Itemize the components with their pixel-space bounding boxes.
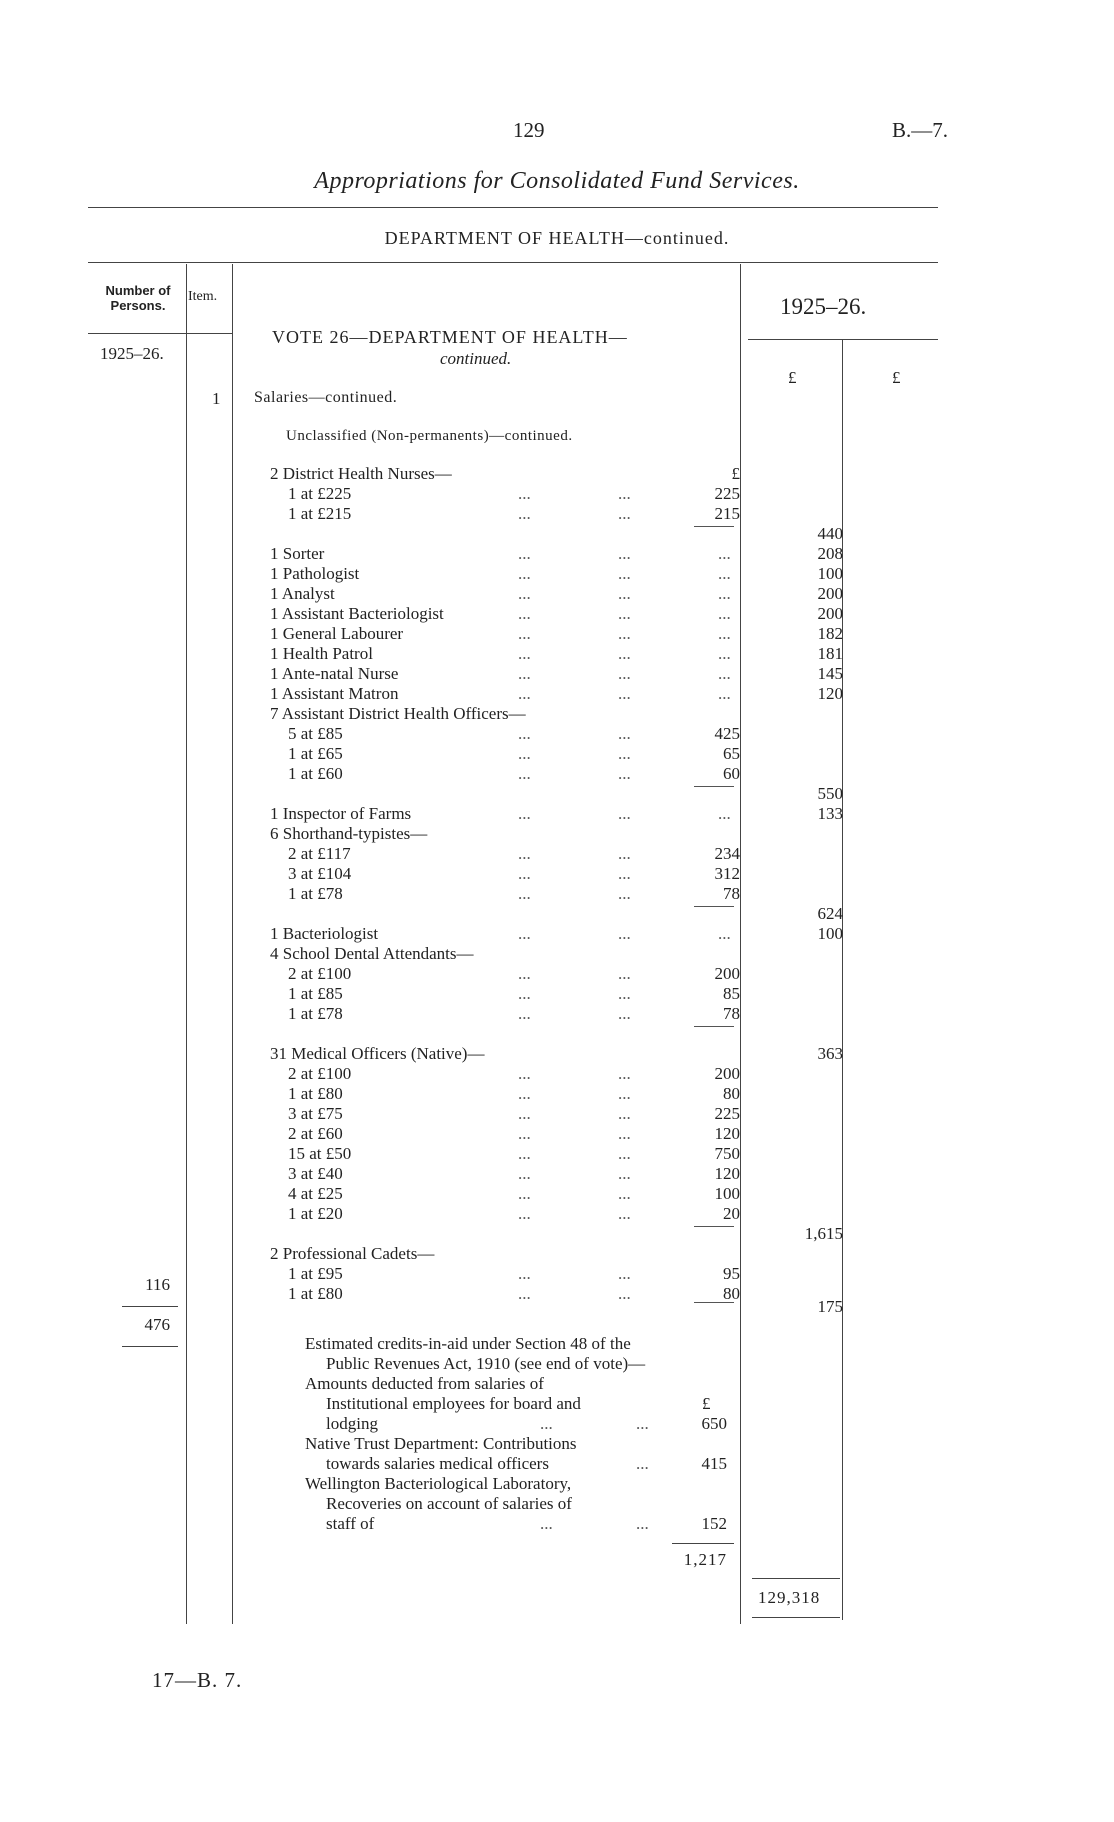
- leader-dots: ...: [518, 844, 531, 863]
- salary-row: [0, 464, 1114, 484]
- row-label: 6 Shorthand-typistes—: [270, 824, 428, 843]
- salary-row: [0, 944, 1114, 964]
- year-column-header: 1925–26.: [780, 294, 867, 319]
- leader-dots: ...: [618, 644, 631, 663]
- credit-pound-sign: £: [702, 1394, 711, 1413]
- vote-heading: VOTE 26—DEPARTMENT OF HEALTH—: [272, 327, 628, 347]
- salary-row: [0, 904, 1114, 924]
- line-amount: 181: [817, 644, 843, 663]
- line-amount: 550: [817, 784, 843, 803]
- row-label: 4 School Dental Attendants—: [270, 944, 474, 963]
- detail-amount: 425: [714, 724, 740, 743]
- salary-row: [0, 604, 1114, 624]
- leader-dots: ...: [518, 964, 531, 983]
- leader-dots: ...: [518, 1064, 531, 1083]
- persons-total: 476: [144, 1315, 170, 1334]
- persons-header-rule: [88, 333, 232, 334]
- leader-dots: ...: [618, 1064, 631, 1083]
- detail-amount: 312: [714, 864, 740, 883]
- leader-dots: ...: [718, 664, 731, 683]
- leader-dots: ...: [618, 1204, 631, 1223]
- row-label: 1 Health Patrol: [270, 644, 373, 663]
- department-heading: DEPARTMENT OF HEALTH—continued.: [384, 228, 730, 248]
- detail-amount: 120: [714, 1164, 740, 1183]
- detail-amount: 20: [723, 1204, 740, 1223]
- leader-dots: ...: [618, 504, 631, 523]
- leader-dots: ...: [618, 584, 631, 603]
- row-label: 3 at £40: [288, 1164, 343, 1183]
- signature-mark: 17—B. 7.: [152, 1668, 243, 1692]
- leader-dots: ...: [618, 744, 631, 763]
- leader-dots: ...: [518, 684, 531, 703]
- credit-c-value: 152: [701, 1514, 727, 1533]
- line-amount: 182: [817, 624, 843, 643]
- row-label: 2 at £100: [288, 1064, 352, 1083]
- detail-amount: 95: [723, 1264, 740, 1283]
- detail-amount: 225: [714, 1104, 740, 1123]
- salary-row: [0, 1164, 1114, 1184]
- leader-dots: ...: [618, 484, 631, 503]
- row-label: 1 at £78: [288, 884, 343, 903]
- salary-row: [0, 744, 1114, 764]
- row-label: 2 District Health Nurses—: [270, 464, 452, 483]
- detail-amount: 200: [714, 1064, 740, 1083]
- salary-row: [0, 564, 1114, 584]
- subtotal-rule: [694, 526, 734, 527]
- row-label: 1 at £20: [288, 1204, 343, 1223]
- grand-total: 129,318: [758, 1588, 821, 1607]
- subtotal-rule: [694, 906, 734, 907]
- leader-dots: ...: [718, 584, 731, 603]
- detail-amount: 80: [723, 1284, 740, 1303]
- row-label: 1 at £80: [288, 1084, 343, 1103]
- salary-row: [0, 664, 1114, 684]
- credit-a-line-1: Amounts deducted from salaries of: [305, 1374, 544, 1393]
- line-amount: 200: [817, 604, 843, 623]
- leader-dots: ...: [618, 1284, 631, 1303]
- row-label: 1 at £78: [288, 1004, 343, 1023]
- row-label: 1 Pathologist: [270, 564, 360, 583]
- subtotal-rule: [694, 1026, 734, 1027]
- detail-amount: 78: [723, 884, 740, 903]
- salary-row: [0, 1244, 1114, 1264]
- leader-dots: ...: [518, 884, 531, 903]
- leader-dots: ...: [618, 1004, 631, 1023]
- leader-dots: ...: [618, 844, 631, 863]
- credit-b-line-2: towards salaries medical officers: [326, 1454, 549, 1473]
- leader-dots: ...: [518, 1004, 531, 1023]
- detail-amount: 234: [714, 844, 740, 863]
- leader-dots: ...: [518, 1264, 531, 1283]
- row-label: 1 at £225: [288, 484, 352, 503]
- row-label: 2 at £117: [288, 844, 351, 863]
- detail-amount: £: [731, 464, 740, 483]
- page-number: 129: [513, 118, 545, 142]
- pound-header-1: £: [788, 368, 797, 387]
- detail-amount: 215: [714, 504, 740, 523]
- row-label: 1 Ante-natal Nurse: [270, 664, 399, 683]
- line-amount: 1,615: [804, 1224, 843, 1243]
- subtotal-rule: [694, 1226, 734, 1227]
- leader-dots: ...: [618, 804, 631, 823]
- table-top-rule: [88, 262, 938, 263]
- salary-row: [0, 1024, 1114, 1044]
- leader-dots: ...: [718, 544, 731, 563]
- credit-a-value: 650: [701, 1414, 727, 1433]
- leader-dots: ...: [518, 864, 531, 883]
- row-label: 3 at £75: [288, 1104, 343, 1123]
- vote-continued: continued.: [440, 349, 512, 368]
- salary-row: [0, 924, 1114, 944]
- salary-row: [0, 484, 1114, 504]
- credit-c-dots-2: ...: [636, 1514, 649, 1533]
- salary-row: [0, 624, 1114, 644]
- row-label: 1 at £65: [288, 744, 343, 763]
- line-amount: 145: [817, 664, 843, 683]
- salary-row: [0, 1104, 1114, 1124]
- leader-dots: ...: [518, 744, 531, 763]
- leader-dots: ...: [518, 624, 531, 643]
- salary-row: [0, 804, 1114, 824]
- row-label: 5 at £85: [288, 724, 343, 743]
- line-amount: 624: [817, 904, 843, 923]
- leader-dots: ...: [518, 1164, 531, 1183]
- persons-subtotal: 116: [145, 1275, 170, 1294]
- leader-dots: ...: [518, 644, 531, 663]
- item-header: Item.: [188, 289, 218, 304]
- leader-dots: ...: [618, 1084, 631, 1103]
- leader-dots: ...: [518, 764, 531, 783]
- credits-intro-line-1: Estimated credits-in-aid under Section 48 of the: [305, 1334, 631, 1353]
- row-label: 1 Inspector of Farms: [270, 804, 412, 823]
- row-label: 31 Medical Officers (Native)—: [270, 1044, 485, 1063]
- salary-row: [0, 504, 1114, 524]
- leader-dots: ...: [618, 564, 631, 583]
- row-label: 2 at £60: [288, 1124, 343, 1143]
- leader-dots: ...: [518, 604, 531, 623]
- leader-dots: ...: [618, 884, 631, 903]
- pound-header-2: £: [892, 368, 901, 387]
- row-label: 1 at £85: [288, 984, 343, 1003]
- salary-row: [0, 1064, 1114, 1084]
- detail-amount: 85: [723, 984, 740, 1003]
- detail-amount: 100: [714, 1184, 740, 1203]
- leader-dots: ...: [718, 684, 731, 703]
- salary-row: [0, 1044, 1114, 1064]
- line-amount: 208: [817, 544, 843, 563]
- credit-c-line-1: Wellington Bacteriological Laboratory,: [305, 1474, 572, 1493]
- row-label: 1 Assistant Matron: [270, 684, 399, 703]
- title-rule: [88, 207, 938, 208]
- salaries-heading: Salaries—continued.: [254, 389, 398, 406]
- credit-a-line-2: Institutional employees for board and: [326, 1394, 581, 1413]
- leader-dots: ...: [618, 1164, 631, 1183]
- year-header-rule: [748, 339, 938, 340]
- leader-dots: ...: [518, 924, 531, 943]
- credits-intro-line-2: Public Revenues Act, 1910 (see end of vote)—: [326, 1354, 646, 1373]
- row-label: 4 at £25: [288, 1184, 343, 1203]
- line-amount: 100: [817, 924, 843, 943]
- leader-dots: ...: [618, 764, 631, 783]
- grand-total-top-rule: [752, 1578, 840, 1579]
- leader-dots: ...: [618, 1144, 631, 1163]
- credits-total: 1,217: [683, 1550, 727, 1569]
- row-label: 1 Analyst: [270, 584, 335, 603]
- leader-dots: ...: [518, 1104, 531, 1123]
- salary-row: [0, 1144, 1114, 1164]
- salary-row: [0, 1004, 1114, 1024]
- detail-amount: 750: [714, 1144, 740, 1163]
- salary-row: [0, 1224, 1114, 1244]
- leader-dots: ...: [518, 504, 531, 523]
- credit-b-line-1: Native Trust Department: Contributions: [305, 1434, 577, 1453]
- detail-amount: 65: [723, 744, 740, 763]
- line-amount: 200: [817, 584, 843, 603]
- leader-dots: ...: [518, 1084, 531, 1103]
- leader-dots: ...: [618, 1184, 631, 1203]
- cadets-total: 175: [817, 1297, 843, 1316]
- leader-dots: ...: [718, 604, 731, 623]
- leader-dots: ...: [618, 684, 631, 703]
- detail-amount: 120: [714, 1124, 740, 1143]
- leader-dots: ...: [518, 484, 531, 503]
- salary-row: [0, 764, 1114, 784]
- persons-total-rule: [122, 1346, 178, 1347]
- leader-dots: ...: [518, 1144, 531, 1163]
- row-label: 2 at £100: [288, 964, 352, 983]
- salary-row: [0, 884, 1114, 904]
- document-reference: B.—7.: [892, 118, 949, 142]
- leader-dots: ...: [618, 664, 631, 683]
- subtotal-rule: [694, 786, 734, 787]
- page-title: Appropriations for Consolidated Fund Services.: [314, 168, 800, 194]
- leader-dots: ...: [618, 984, 631, 1003]
- salary-row: [0, 684, 1114, 704]
- item-number: 1: [212, 389, 221, 408]
- credit-b-value: 415: [701, 1454, 727, 1473]
- leader-dots: ...: [518, 1204, 531, 1223]
- credit-c-dots-1: ...: [540, 1514, 553, 1533]
- detail-amount: 225: [714, 484, 740, 503]
- detail-amount: 78: [723, 1004, 740, 1023]
- detail-amount: 80: [723, 1084, 740, 1103]
- leader-dots: ...: [518, 664, 531, 683]
- persons-subtotal-rule: [122, 1306, 178, 1307]
- line-amount: 133: [817, 804, 843, 823]
- leader-dots: ...: [718, 624, 731, 643]
- row-label: 15 at £50: [288, 1144, 352, 1163]
- leader-dots: ...: [618, 1264, 631, 1283]
- salary-row: [0, 1084, 1114, 1104]
- salary-row: [0, 964, 1114, 984]
- leader-dots: ...: [518, 984, 531, 1003]
- salary-row: [0, 1184, 1114, 1204]
- salary-row: [0, 544, 1114, 564]
- leader-dots: ...: [518, 1124, 531, 1143]
- leader-dots: ...: [618, 964, 631, 983]
- grand-total-bottom-rule: [752, 1617, 840, 1618]
- salary-row: [0, 704, 1114, 724]
- leader-dots: ...: [518, 1284, 531, 1303]
- row-label: 7 Assistant District Health Officers—: [270, 704, 526, 723]
- leader-dots: ...: [618, 924, 631, 943]
- row-label: 1 at £95: [288, 1264, 343, 1283]
- line-amount: 120: [817, 684, 843, 703]
- leader-dots: ...: [618, 1124, 631, 1143]
- row-label: 1 at £215: [288, 504, 352, 523]
- leader-dots: ...: [518, 584, 531, 603]
- detail-amount: 200: [714, 964, 740, 983]
- leader-dots: ...: [518, 544, 531, 563]
- salary-row: [0, 844, 1114, 864]
- salary-row: [0, 724, 1114, 744]
- leader-dots: ...: [618, 724, 631, 743]
- leader-dots: ...: [618, 604, 631, 623]
- persons-year-header: 1925–26.: [100, 344, 164, 363]
- row-label: 1 Assistant Bacteriologist: [270, 604, 444, 623]
- row-label: 1 at £80: [288, 1284, 343, 1303]
- leader-dots: ...: [618, 864, 631, 883]
- detail-amount: 60: [723, 764, 740, 783]
- row-label: 1 Sorter: [270, 544, 325, 563]
- leader-dots: ...: [518, 724, 531, 743]
- leader-dots: ...: [618, 1104, 631, 1123]
- salary-row: [0, 524, 1114, 544]
- salary-row: [0, 784, 1114, 804]
- credit-a-dots-1: ...: [540, 1414, 553, 1433]
- salary-row: [0, 1124, 1114, 1144]
- line-amount: 440: [817, 524, 843, 543]
- leader-dots: ...: [518, 1184, 531, 1203]
- row-label: 2 Professional Cadets—: [270, 1244, 435, 1263]
- credits-total-rule: [672, 1543, 734, 1544]
- cadets-subtotal-rule: [694, 1302, 734, 1303]
- leader-dots: ...: [618, 624, 631, 643]
- credit-a-line-3: lodging: [326, 1414, 378, 1433]
- salary-row: [0, 824, 1114, 844]
- leader-dots: ...: [518, 804, 531, 823]
- line-amount: 100: [817, 564, 843, 583]
- number-of-persons-header: Number of Persons.: [105, 283, 171, 313]
- row-label: 1 General Labourer: [270, 624, 404, 643]
- leader-dots: ...: [718, 804, 731, 823]
- unclassified-heading: Unclassified (Non-permanents)—continued.: [286, 428, 573, 444]
- salary-row: [0, 1204, 1114, 1224]
- leader-dots: ...: [718, 644, 731, 663]
- row-label: 1 at £60: [288, 764, 343, 783]
- salary-row: [0, 644, 1114, 664]
- salary-row: [0, 984, 1114, 1004]
- row-label: 3 at £104: [288, 864, 352, 883]
- leader-dots: ...: [618, 544, 631, 563]
- row-label: 1 Bacteriologist: [270, 924, 379, 943]
- credit-c-line-2: Recoveries on account of salaries of: [326, 1494, 572, 1513]
- credit-b-dots: ...: [636, 1454, 649, 1473]
- salary-row: [0, 584, 1114, 604]
- credit-a-dots-2: ...: [636, 1414, 649, 1433]
- line-amount: 363: [817, 1044, 843, 1063]
- credit-c-line-3: staff of: [326, 1514, 375, 1533]
- leader-dots: ...: [718, 564, 731, 583]
- leader-dots: ...: [518, 564, 531, 583]
- salary-row: [0, 864, 1114, 884]
- leader-dots: ...: [718, 924, 731, 943]
